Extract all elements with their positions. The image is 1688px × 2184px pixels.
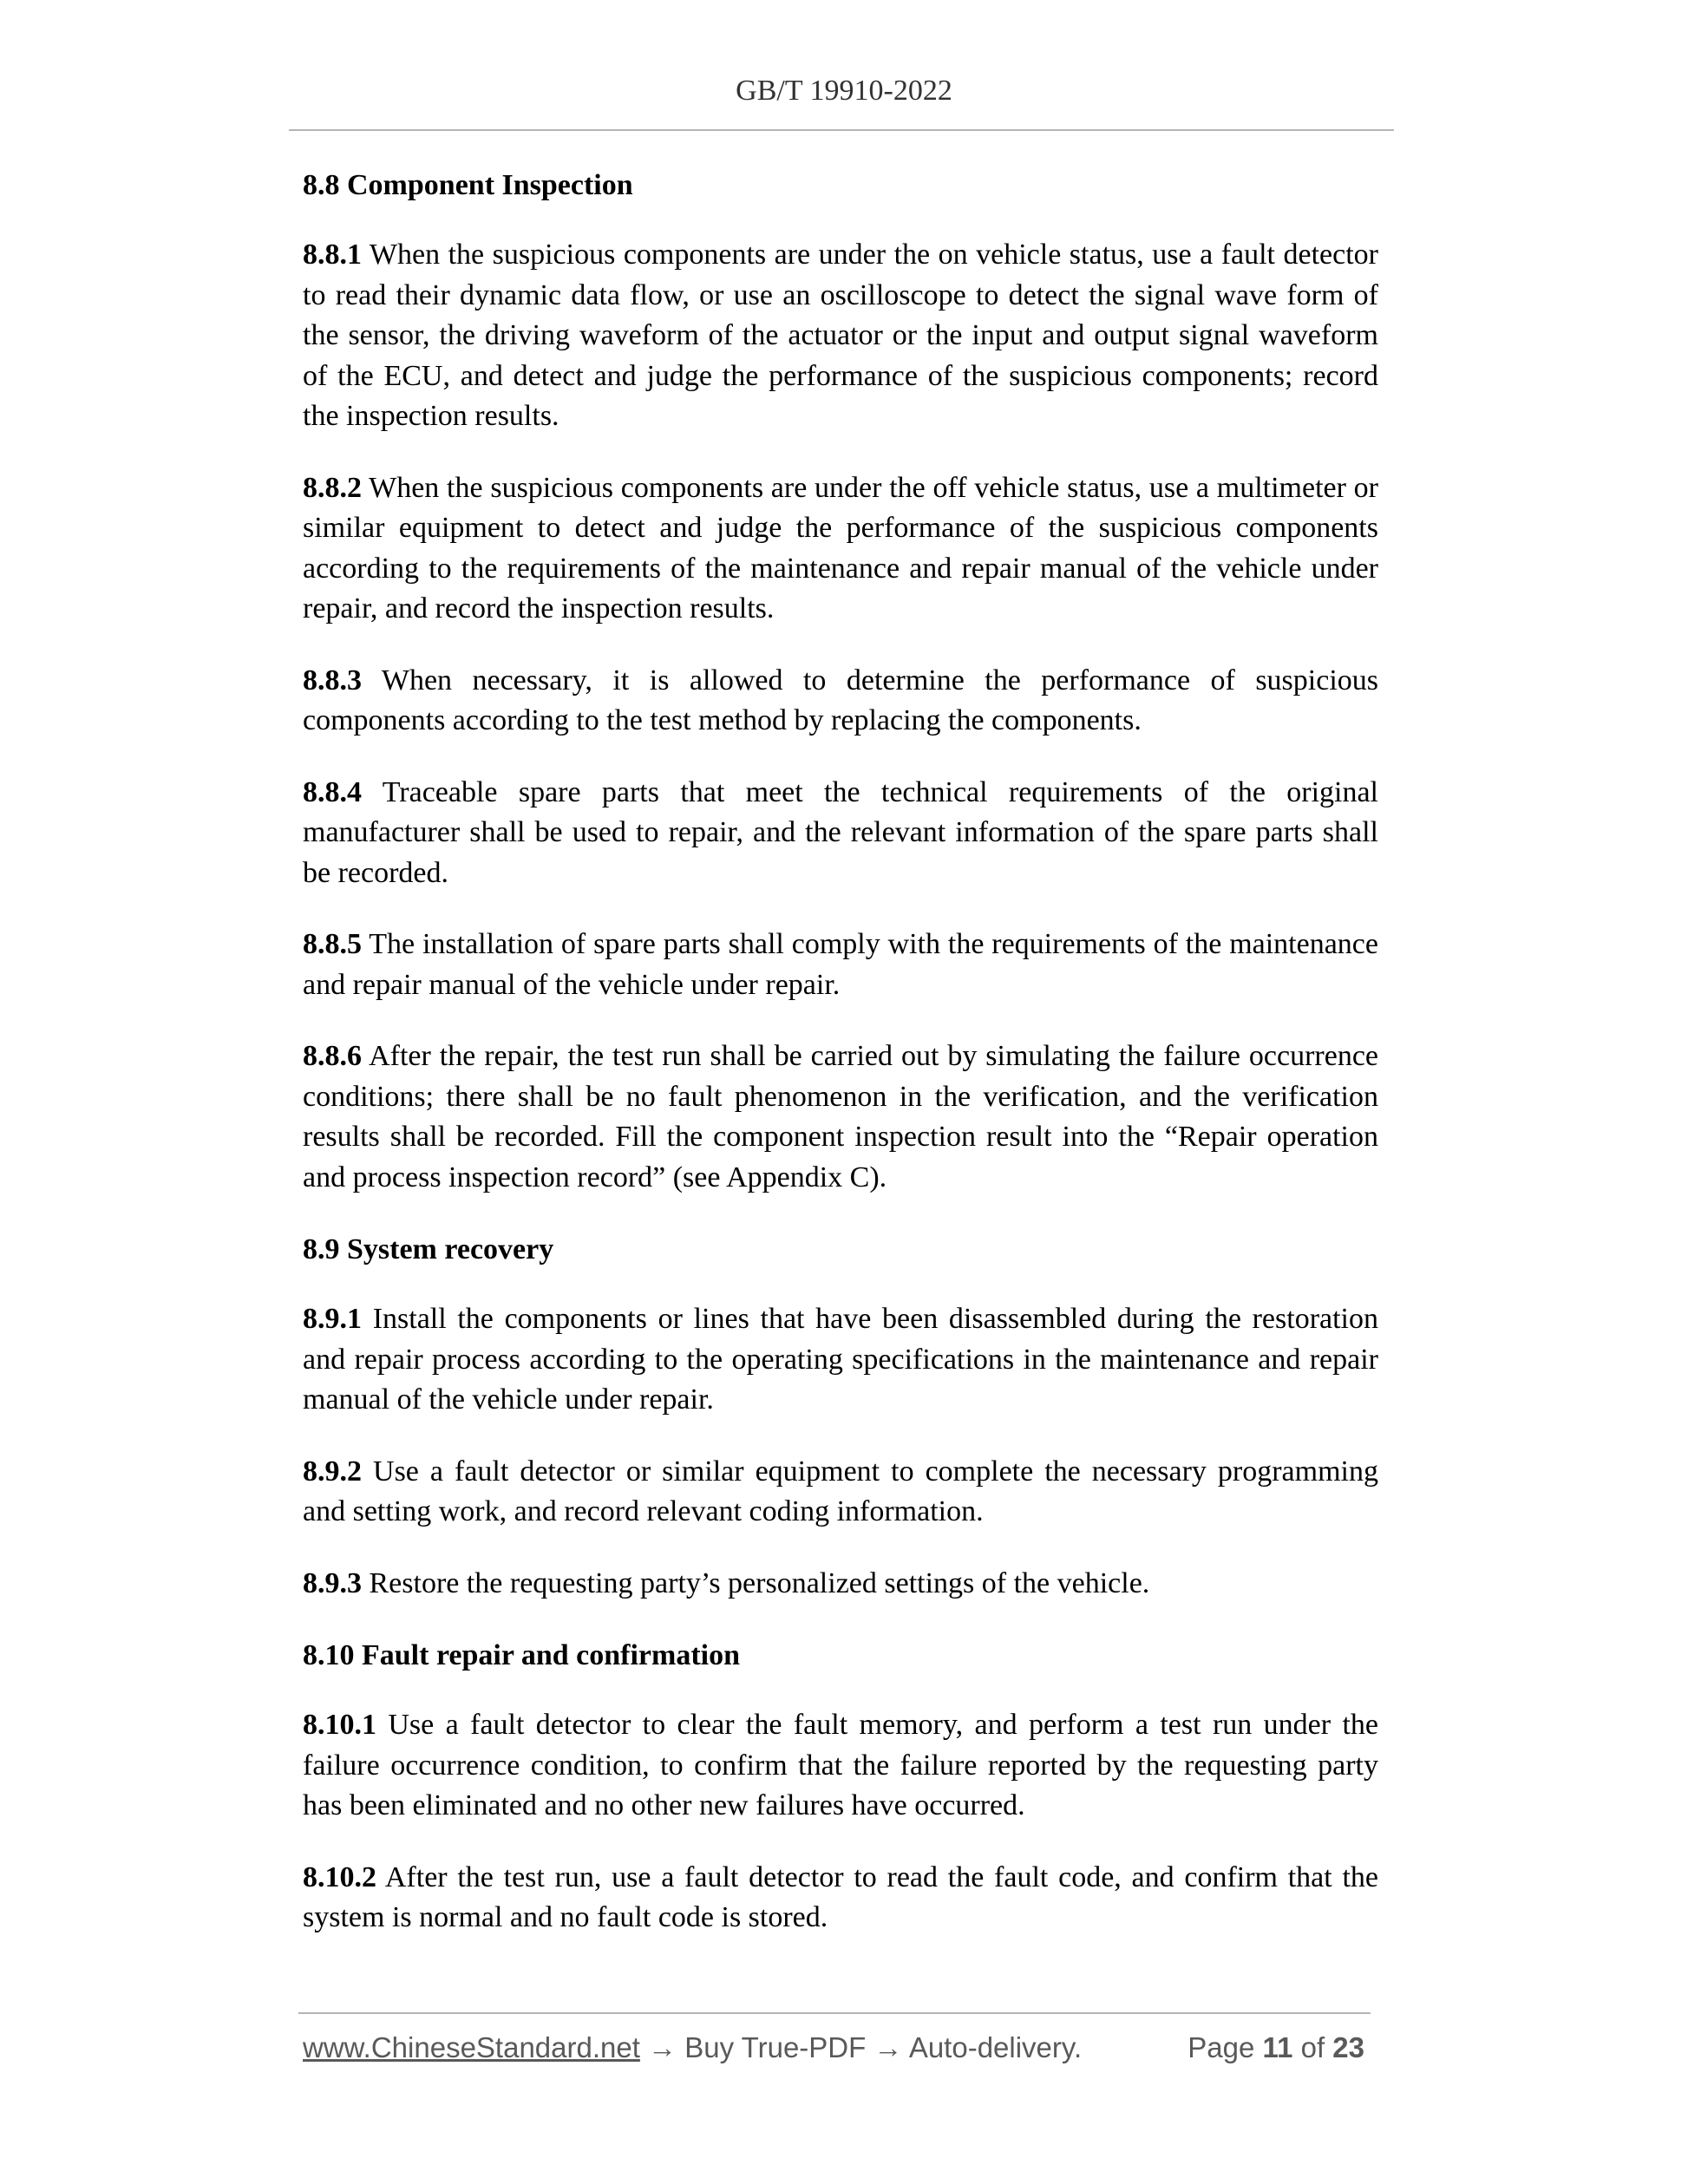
clause-text: The installation of spare parts shall comply with the requirements of the maintenance and repair manual of the vehicle under repair.	[303, 928, 1378, 1001]
footer-promo	[303, 2031, 1082, 2064]
page-indicator	[1187, 2031, 1364, 2064]
clause-number: 8.9.1	[303, 1303, 362, 1335]
page-label: Page	[1187, 2031, 1263, 2063]
section-heading-8-9: 8.9 System recovery	[303, 1233, 554, 1265]
current-page-number: 11	[1262, 2031, 1293, 2063]
section-heading-8-8: 8.8 Component Inspection	[303, 169, 633, 201]
clause-number: 8.10.2	[303, 1860, 376, 1893]
clause-text: After the test run, use a fault detector to read the fault code, and confirm that the system is normal and no fault code is stored.	[303, 1860, 1378, 1933]
clause-8-9-3	[303, 1564, 1378, 1605]
clause-text: When the suspicious components are under the off vehicle status, use a multimeter or similar equipment to detect and judge the performance of the suspicious components according to the requirements of the maintenance and repair manual of the vehicle under repair, and record the inspection results.	[303, 471, 1378, 624]
clause-number: 8.10.1	[303, 1709, 376, 1741]
clause-number: 8.8.2	[303, 471, 362, 504]
clause-number: 8.9.3	[303, 1566, 362, 1599]
clause-number: 8.8.5	[303, 928, 362, 960]
footer-divider	[298, 2012, 1371, 2014]
clause-number: 8.8.4	[303, 775, 362, 808]
clause-8-8-5	[303, 925, 1378, 1005]
document-body	[303, 165, 1378, 1970]
clause-8-9-2	[303, 1452, 1378, 1533]
clause-text: Use a fault detector to clear the fault memory, and perform a test run under the failure occurrence condition, to confirm that the failure reported by the requesting party has been eliminated and no other new failures have occurred.	[303, 1709, 1378, 1821]
clause-8-9-1	[303, 1299, 1378, 1421]
clause-number: 8.8.6	[303, 1040, 362, 1072]
header-divider	[289, 129, 1394, 131]
total-pages-number: 23	[1332, 2031, 1364, 2063]
clause-8-8-3	[303, 661, 1378, 742]
clause-number: 8.8.1	[303, 239, 362, 271]
clause-number: 8.8.3	[303, 664, 362, 696]
clause-number: 8.9.2	[303, 1455, 362, 1488]
page-of-label: of	[1292, 2031, 1333, 2063]
clause-text: Traceable spare parts that meet the technical requirements of the original manufacturer shall be used to repair, and the relevant information of the spare parts shall be recorded.	[303, 775, 1378, 889]
clause-text: Install the components or lines that have been disassembled during the restoration and repair process according to the operating specifications in the maintenance and repair manual of the vehicle under repair.	[303, 1303, 1378, 1416]
clause-text: When necessary, it is allowed to determine the performance of suspicious components according to the test method by replacing the components.	[303, 664, 1378, 736]
clause-text: Restore the requesting party’s personalized settings of the vehicle.	[362, 1566, 1150, 1599]
clause-8-8-1	[303, 235, 1378, 437]
clause-text: After the repair, the test run shall be carried out by simulating the failure occurrence conditions; there shall be no fault phenomenon in the verification, and the verification results shall be recorded. Fill the component inspection result into the “Repair operation and process inspection record” (see Appendix C).	[303, 1040, 1378, 1193]
clause-8-8-2	[303, 468, 1378, 630]
website-link[interactable]: www.ChineseStandard.net	[303, 2031, 640, 2063]
section-heading-8-10: 8.10 Fault repair and confirmation	[303, 1639, 741, 1671]
clause-text: Use a fault detector or similar equipment to complete the necessary programming and setting work, and record relevant coding information.	[303, 1455, 1378, 1527]
footer-promo-text: → Buy True-PDF → Auto-delivery.	[639, 2031, 1083, 2063]
clause-8-10-2	[303, 1858, 1378, 1939]
clause-8-8-4	[303, 773, 1378, 894]
clause-8-10-1	[303, 1705, 1378, 1827]
standard-code-header: GB/T 19910-2022	[736, 75, 952, 107]
clause-8-8-6	[303, 1036, 1378, 1198]
clause-text: When the suspicious components are under the on vehicle status, use a fault detector to read their dynamic data flow, or use an oscilloscope to detect the signal wave form of the sensor, the driving waveform of the actuator or the input and output signal waveform of the ECU, and detect and judge the performance of the suspicious components; record the inspection results.	[303, 239, 1378, 432]
